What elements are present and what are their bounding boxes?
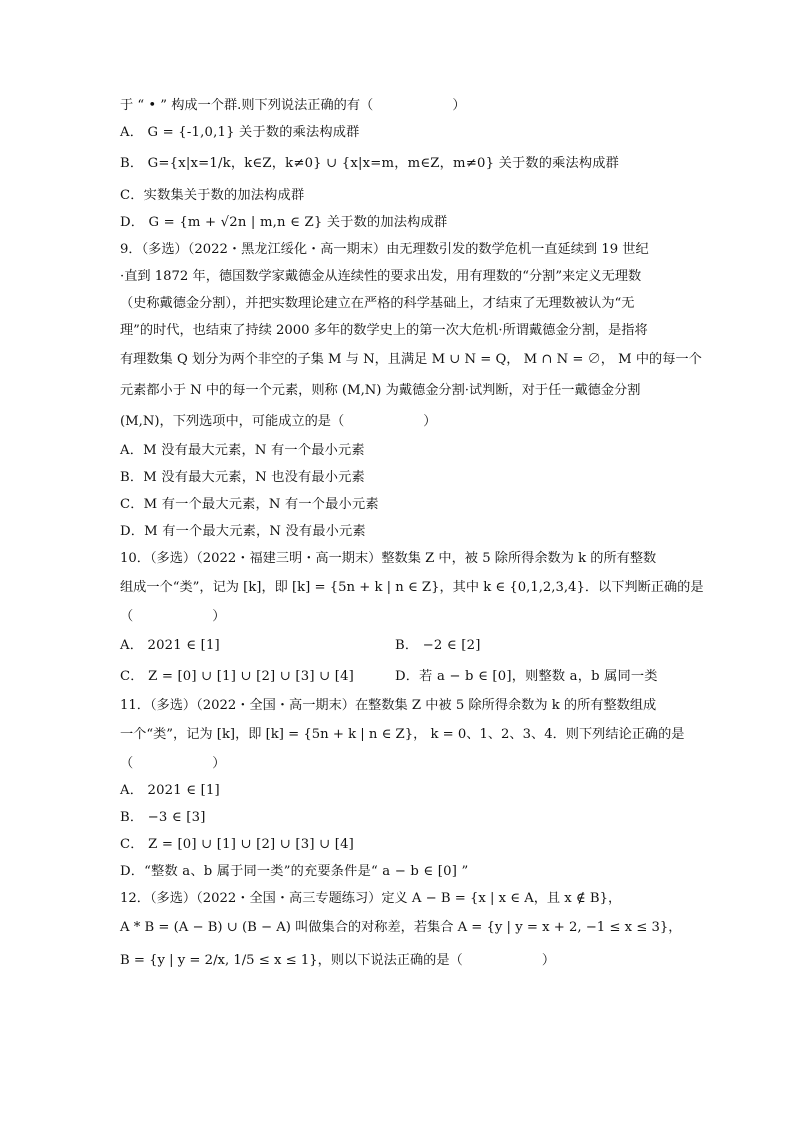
- text-line: ·直到 1872 年，德国数学家戴德金从连续性的要求出发，用有理数的“分割”来定义无理数: [120, 269, 642, 284]
- text-line: 组成一个“类”，记为 [k]，即 [k] = {5n + k | n ∈ Z}，其中 k ∈ {0,1,2,3,4}．以下判断正确的是: [120, 580, 704, 595]
- option-d: D．M 有一个最大元素，N 没有最小元素: [120, 524, 366, 539]
- text-line: 元素都小于 N 中的每一个元素，则称 (M,N) 为戴德金分割·试判断，对于任一戴德金分割: [120, 383, 641, 398]
- text-line: 理”的时代，也结束了持续 2000 多年的数学史上的第一次大危机·所谓戴德金分割，是指将: [120, 323, 648, 338]
- answer-blank: （ ）: [120, 756, 226, 771]
- option-d: D．“整数 a、b 属于同一类”的充要条件是“ a − b ∈ [0] ”: [120, 864, 469, 879]
- text-line: A * B = (A − B) ∪ (B − A) 叫做集合的对称差，若集合 A = {y | y = x + 2, −1 ≤ x ≤ 3}，: [120, 920, 682, 935]
- option-c: C． Z = [0] ∪ [1] ∪ [2] ∪ [3] ∪ [4]: [120, 669, 355, 684]
- question-12-line: 12．（多选）（2022・全国・高三专题练习）定义 A − B = {x | x ∈ A，且 x ∉ B}，: [120, 891, 622, 906]
- option-a: A． G = {-1,0,1} 关于数的乘法构成群: [120, 125, 360, 140]
- question-10-line: 10．（多选）（2022・福建三明・高一期末）整数集 Z 中，被 5 除所得余数为 k 的所有整数: [120, 551, 657, 566]
- option-c: C．实数集关于数的加法构成群: [120, 188, 305, 203]
- question-9-line: 9．（多选）（2022・黑龙江绥化・高一期末）由无理数引发的数学危机一直延续到 19 世纪: [120, 242, 649, 257]
- text-line: 一个“类”，记为 [k]，即 [k] = {5n + k | n ∈ Z}， k = 0、1、2、3、4．则下列结论正确的是: [120, 727, 685, 742]
- option-d: D． G = {m + √2n | m,n ∈ Z} 关于数的加法构成群: [120, 215, 448, 230]
- option-c: C． Z = [0] ∪ [1] ∪ [2] ∪ [3] ∪ [4]: [120, 837, 355, 852]
- option-a: A．M 没有最大元素，N 有一个最小元素: [120, 443, 365, 458]
- option-b: B．M 没有最大元素，N 也没有最小元素: [120, 470, 365, 485]
- option-b: B． G={x|x=1/k，k∈Z，k≠0} ∪ {x|x=m，m∈Z，m≠0} 关于数的乘法构成群: [120, 156, 620, 171]
- text-line: 有理数集 Q 划分为两个非空的子集 M 与 N，且满足 M ∪ N = Q， M ∩ N = ∅， M 中的每一个: [120, 352, 702, 367]
- document-page: [120, 92, 704, 979]
- option-d: D．若 a − b ∈ [0]，则整数 a，b 属同一类: [395, 669, 658, 684]
- option-a: A． 2021 ∈ [1]: [120, 638, 220, 653]
- text-line: (M,N)，下列选项中，可能成立的是（ ）: [120, 414, 437, 429]
- option-b: B． −2 ∈ [2]: [395, 638, 481, 653]
- option-b: B． −3 ∈ [3]: [120, 810, 206, 825]
- option-row: [120, 661, 680, 692]
- text-line: B = {y | y = 2/x, 1/5 ≤ x ≤ 1}，则以下说法正确的是（ ）: [120, 953, 556, 968]
- option-row: [120, 630, 680, 661]
- answer-blank: （ ）: [120, 609, 226, 624]
- option-c: C．M 有一个最大元素，N 有一个最小元素: [120, 497, 379, 512]
- text-line: 于 “ • ” 构成一个群.则下列说法正确的有（ ）: [120, 98, 466, 113]
- option-a: A． 2021 ∈ [1]: [120, 783, 220, 798]
- text-line: （史称戴德金分割），并把实数理论建立在严格的科学基础上，才结束了无理数被认为“无: [120, 296, 635, 311]
- question-11-line: 11．（多选）（2022・全国・高一期末）在整数集 Z 中被 5 除所得余数为 k 的所有整数组成: [120, 698, 657, 713]
